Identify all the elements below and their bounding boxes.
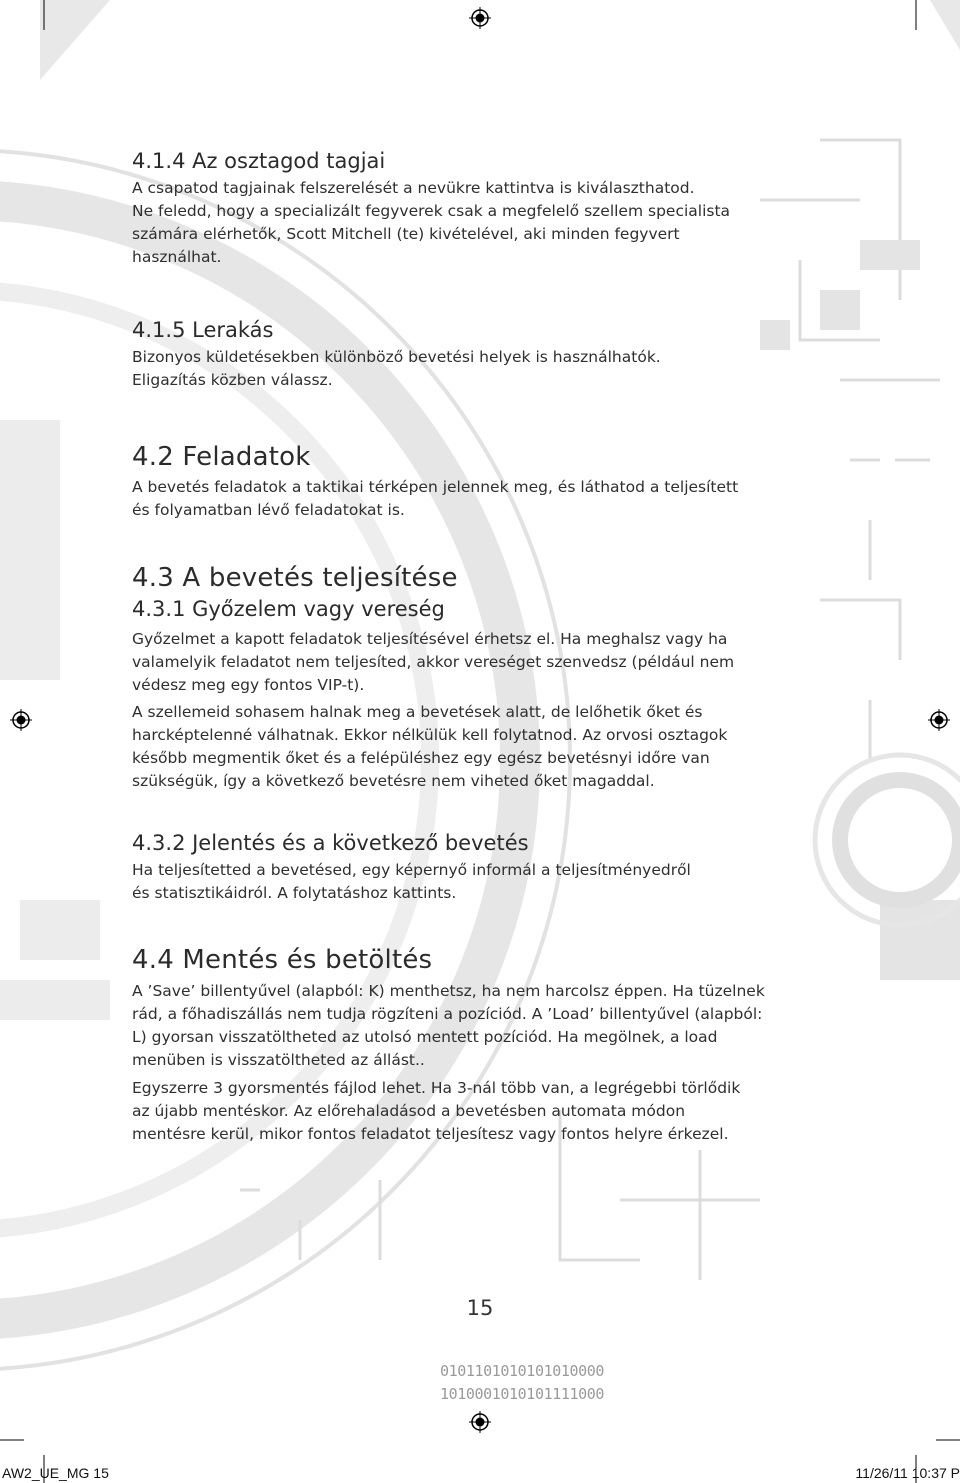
registration-mark-icon	[469, 1411, 491, 1433]
paragraph-line: A bevetés feladatok a taktikai térképen jelennek meg, és láthatod a teljesített	[132, 478, 739, 496]
section-heading: 4.1.4 Az osztagod tagjai	[132, 149, 386, 173]
page-number: 15	[466, 1296, 494, 1320]
section-heading: 4.2 Feladatok	[132, 442, 311, 472]
paragraph-line: számára elérhetők, Scott Mitchell (te) kivételével, aki minden fegyvert	[132, 225, 680, 243]
paragraph-line: és statisztikáidról. A folytatáshoz kattints.	[132, 884, 457, 902]
paragraph-line: Ha teljesítetted a bevetésed, egy képernyő informál a teljesítményedről	[132, 861, 691, 879]
paragraph-line: szükségük, így a következő bevetésre nem viheted őket magaddal.	[132, 772, 655, 790]
section-heading: 4.1.5 Lerakás	[132, 318, 274, 342]
section-4-1-5	[132, 317, 832, 392]
registration-mark-icon	[10, 709, 32, 731]
paragraph-line: A csapatod tagjainak felszerelését a nevükre kattintva is kiválaszthatod.	[132, 179, 695, 197]
paragraph-line: menüben is visszatöltheted az állást..	[132, 1051, 425, 1069]
paragraph-line: később megmentik őket és a felépüléshez egy egész bevetésnyi időre van	[132, 749, 710, 767]
paragraph-line: harcképtelenné válhatnak. Ekkor nélkülük kell folytatnod. Az orvosi osztagok	[132, 726, 728, 744]
paragraph-line: L) gyorsan visszatöltheted az utolsó mentett pozíciód. Ha megölnek, a load	[132, 1028, 718, 1046]
paragraph-line: Győzelmet a kapott feladatok teljesítésével érhetsz el. Ha meghalsz vagy ha	[132, 630, 728, 648]
paragraph-line: és folyamatban lévő feladatokat is.	[132, 501, 405, 519]
paragraph-line: mentésre kerül, mikor fontos feladatot teljesítesz vagy fontos helyre érkezel.	[132, 1125, 729, 1143]
section-heading: 4.3 A bevetés teljesítése	[132, 563, 458, 593]
paragraph-line: védesz meg egy fontos VIP-t).	[132, 676, 365, 694]
registration-mark-icon	[928, 709, 950, 731]
section-4-4	[132, 945, 832, 1146]
print-slug-right: 11/26/11 10:37 P	[855, 1465, 960, 1481]
section-4-3-2	[132, 830, 832, 905]
paragraph-line: Egyszerre 3 gyorsmentés fájlod lehet. Ha 3-nál több van, a legrégebbi törlődik	[132, 1079, 741, 1097]
paragraph-line: használhat.	[132, 248, 222, 266]
paragraph-line: A ’Save’ billentyűvel (alapból: K) menthetsz, ha nem harcolsz éppen. Ha tüzelnek	[132, 982, 765, 1000]
section-4-2	[132, 442, 832, 522]
section-4-1-4	[132, 148, 832, 269]
paragraph-line: A szellemeid sohasem halnak meg a bevetések alatt, de lelőhetik őket és	[132, 703, 703, 721]
binary-text: 0101101010101010000	[440, 1362, 604, 1380]
section-heading: 4.4 Mentés és betöltés	[132, 945, 433, 975]
paragraph-line: Eligazítás közben válassz.	[132, 371, 333, 389]
subsection-heading: 4.3.1 Győzelem vagy vereség	[132, 597, 445, 621]
paragraph-line: valamelyik feladatot nem teljesíted, akkor vereséget szenvedsz (például nem	[132, 653, 735, 671]
paragraph-line: Ne feledd, hogy a specializált fegyverek csak a megfelelő szellem specialista	[132, 202, 731, 220]
section-4-3	[132, 563, 832, 793]
paragraph-line: Bizonyos küldetésekben különböző bevetési helyek is használhatók.	[132, 348, 661, 366]
binary-text: 1010001010101111000	[440, 1385, 604, 1403]
paragraph-line: rád, a főhadiszállás nem tudja rögzíteni a pozíciód. A ’Load’ billentyűvel (alapból:	[132, 1005, 763, 1023]
section-heading: 4.3.2 Jelentés és a következő bevetés	[132, 831, 529, 855]
paragraph-line: az újabb mentéskor. Az előrehaladásod a bevetésben automata módon	[132, 1102, 686, 1120]
registration-mark-icon	[469, 7, 491, 29]
print-slug-left: AW2_UE_MG 15	[2, 1465, 109, 1481]
